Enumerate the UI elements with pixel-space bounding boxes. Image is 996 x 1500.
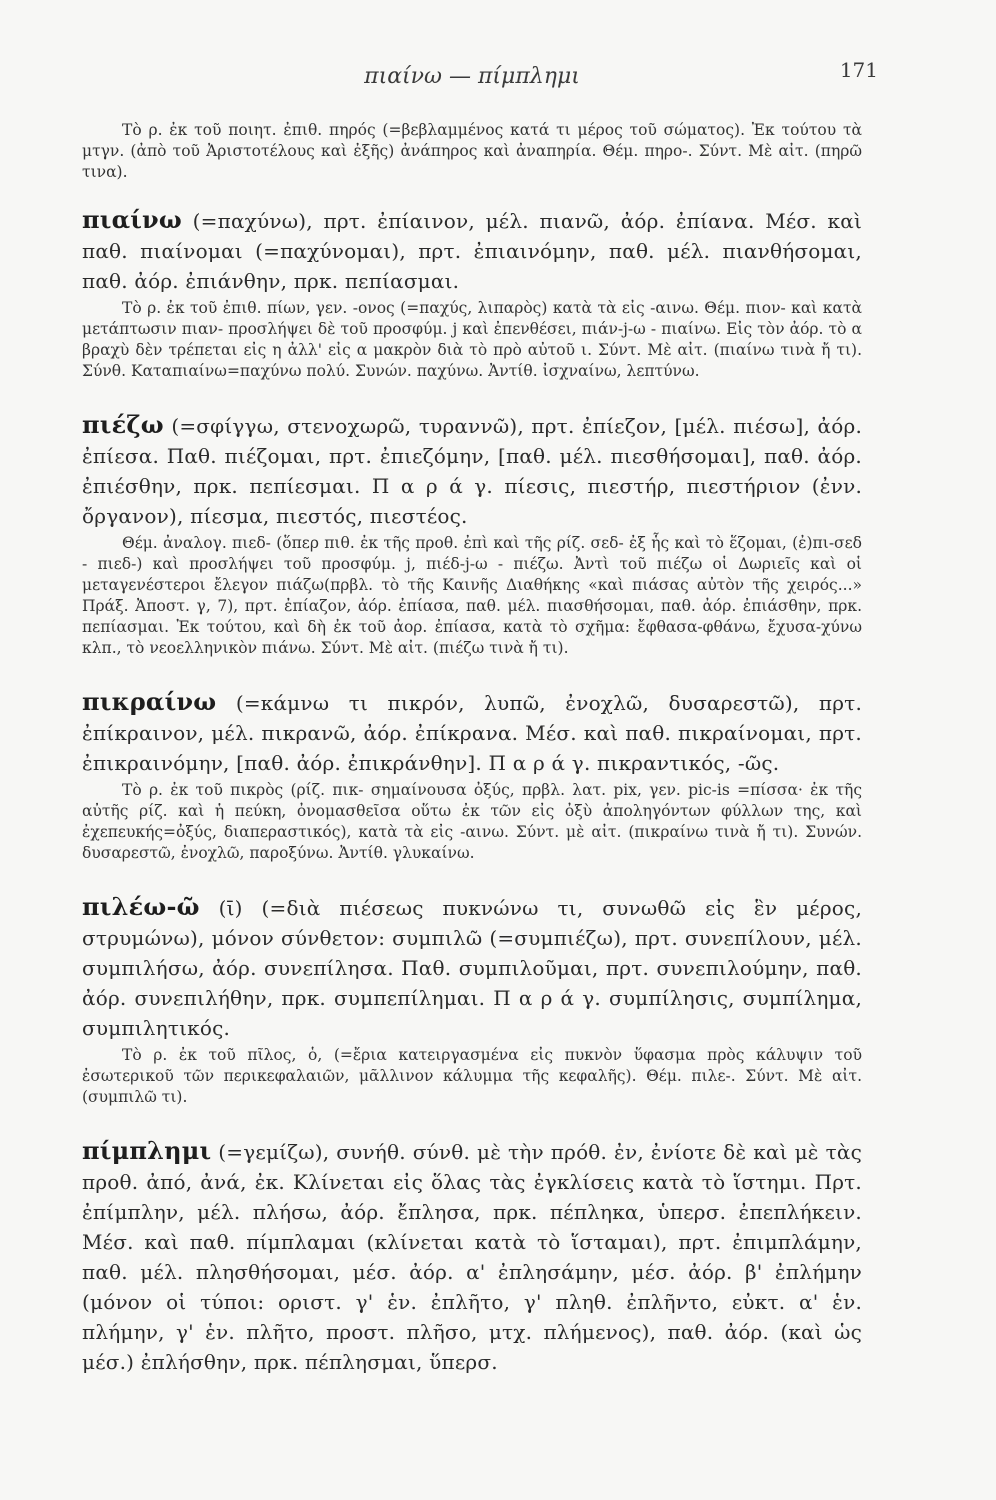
definition-text: (=κάμνω τι πικρόν, λυπῶ, ἐνοχλῶ, δυσαρεστῶ), πρτ. ἐπίκραινον, μέλ. πικρανῶ, ἀόρ. ἐπίκρανα. Μέσ. καὶ παθ. πικραίνομαι, πρτ. ἐπικραινόμην, [παθ. ἀόρ. ἐπικράνθην]. Π α ρ ά γ. πικραντικός, -ῶς. — [82, 691, 862, 775]
running-title: πιαίνω — πίμπλημι — [364, 64, 580, 89]
entry-pileo — [82, 892, 862, 1108]
definition-text: (=γεμίζω), συνήθ. σύνθ. μὲ τὴν πρόθ. ἐν, ἐνίοτε δὲ καὶ μὲ τὰς προθ. ἀπό, ἀνά, ἐκ. Κλίνεται εἰς ὅλας τὰς ἐγκλίσεις κατὰ τὸ ἵστημι. Πρτ. ἐπίμπλην, μέλ. πλήσω, ἀόρ. ἔπλησα, πρκ. πέπληκα, ὑπερσ. ἐπεπλήκειν. Μέσ. καὶ παθ. πίμπλαμαι (κλίνεται κατὰ τὸ ἵσταμαι), πρτ. ἐπιμπλάμην, παθ. μέλ. πλησθήσομαι, μέσ. ἀόρ. α' ἐπλησάμην, μέσ. ἀόρ. β' ἐπλήμην (μόνον οἱ τύποι: οριστ. γ' ἑν. ἐπλῆτο, γ' πληθ. ἐπλῆντο, εὐκτ. α' ἑν. πλήμην, γ' ἑν. πλῆτο, προστ. πλῆσο, μτχ. πλήμενος), παθ. ἀόρ. (καὶ ὡς μέσ.) ἐπλήσθην, πρκ. πέπλησμαι, ὕπερσ. — [82, 1140, 862, 1374]
entry-piaino — [82, 205, 862, 382]
intro-note: Τὸ ρ. ἐκ τοῦ ποιητ. ἐπιθ. πηρός (=βεβλαμμένος κατά τι μέρος τοῦ σώματος). Ἐκ τούτου τὰ μτγν. (ἀπὸ τοῦ Ἀριστοτέλους καὶ ἐξῆς) ἀνάπηρος καὶ ἀναπηρία. Θέμ. πηρο-. Σύντ. Μὲ αἰτ. (πηρῶ τινα). — [82, 121, 862, 181]
entry-pikraino — [82, 687, 862, 864]
entry-piezo — [82, 410, 862, 659]
definition-text: (=παχύνω), πρτ. ἐπίαινον, μέλ. πιανῶ, ἀόρ. ἐπίανα. Μέσ. καὶ παθ. πιαίνομαι (=παχύνομαι), πρτ. ἐπιαινόμην, παθ. μέλ. πιανθήσομαι, παθ. ἀόρ. ἐπιάνθην, πρκ. πεπίασμαι. — [82, 209, 862, 293]
entry-definition — [82, 205, 862, 296]
headword: πιέζω — [82, 410, 164, 439]
headword: πιαίνω — [82, 205, 182, 234]
running-header — [82, 58, 878, 98]
page-number: 171 — [839, 58, 878, 82]
etymology-note: Θέμ. ἀναλογ. πιεδ- (ὅπερ πιθ. ἐκ τῆς προθ. ἐπὶ καὶ τῆς ρίζ. σεδ- ἐξ ἧς καὶ τὸ ἕζομαι, (ἐ)πι-σεδ - πιεδ-) καὶ προσλήψει τοῦ προσφύμ. j, πιέδ-j-ω - πιέζω. Ἀντὶ τοῦ πιέζω οἱ Δωριεῖς καὶ οἱ μεταγενέστεροι ἔλεγον πιάζω(πρβλ. τὸ τῆς Καινῆς Διαθήκης «καὶ πιάσας αὐτὸν τῆς χειρός...» Πράξ. Ἀποστ. γ, 7), πρτ. ἐπίαζον, ἀόρ. ἐπίασα, παθ. μέλ. πιασθήσομαι, παθ. ἀόρ. ἐπιάσθην, πρκ. πεπίασμαι. Ἐκ τούτου, καὶ δὴ ἐκ τοῦ ἀορ. ἐπίασα, κατὰ τὸ σχῆμα: ἔφθασα-φθάνω, ἔχυσα-χύνω κλπ., τὸ νεοελληνικὸν πιάνω. Σύντ. Μὲ αἰτ. (πιέζω τινὰ ἤ τι). — [82, 534, 862, 657]
etymology-note: Τὸ ρ. ἐκ τοῦ πικρὸς (ρίζ. πικ- σημαίνουσα ὀξύς, πρβλ. λατ. pix, γεν. pic-is =πίσσα· ἐκ τῆς αὐτῆς ρίζ. καὶ ἡ πεύκη, ὀνομασθεῖσα οὕτω ἐκ τῶν εἰς ὀξὺ ἀποληγόντων φύλλων της, καὶ ἐχεπευκής=ὀξύς, διαπεραστικός), κατὰ τὰ εἰς -αινω. Σύντ. μὲ αἰτ. (πικραίνω τινὰ ἤ τι). Συνών. δυσαρεστῶ, ἐνοχλῶ, παροξύνω. Ἀντίθ. γλυκαίνω. — [82, 781, 862, 862]
headword: πικραίνω — [82, 687, 217, 716]
definition-text: (ῑ) (=διὰ πιέσεως πυκνώνω τι, συνωθῶ εἰς ἓν μέρος, στρυμώνω), μόνον σύνθετον: συμπιλῶ (=συμπιέζω), πρτ. συνεπίλουν, μέλ. συμπιλήσω, ἀόρ. συνεπίλησα. Παθ. συμπιλοῦμαι, πρτ. συνεπιλούμην, παθ. ἀόρ. συνεπιλήθην, πρκ. συμπεπίλημαι. Π α ρ ά γ. συμπίλησις, συμπίλημα, συμπιλητικός. — [82, 896, 863, 1040]
entry-pimplemi — [82, 1136, 862, 1377]
etymology-note: Τὸ ρ. ἐκ τοῦ πῖλος, ὁ, (=ἔρια κατειργασμένα εἰς πυκνὸν ὕφασμα πρὸς κάλυψιν τοῦ ἐσωτερικοῦ τῶν περικεφαλαιῶν, μᾶλλινον κάλυμμα τῆς κεφαλῆς). Θέμ. πιλε-. Σύντ. Μὲ αἰτ. (συμπιλῶ τι). — [82, 1046, 862, 1106]
entry-definition — [82, 687, 862, 778]
definition-text: (=σφίγγω, στενοχωρῶ, τυραννῶ), πρτ. ἐπίεζον, [μέλ. πιέσω], ἀόρ. ἐπίεσα. Παθ. πιέζομαι, πρτ. ἐπιεζόμην, [παθ. μέλ. πιεσθήσομαι], παθ. ἀόρ. ἐπιέσθην, πρκ. πεπίεσμαι. Π α ρ ά γ. πίεσις, πιεστήρ, πιεστήριον (ἐνν. ὄργανον), πίεσμα, πιεστός, πιεστέος. — [82, 414, 863, 528]
entry-definition — [82, 410, 862, 531]
headword: πίμπλημι — [82, 1136, 212, 1165]
dictionary-entries — [82, 118, 862, 1383]
etymology-note: Τὸ ρ. ἐκ τοῦ ἐπιθ. πίων, γεν. -ονος (=παχύς, λιπαρὸς) κατὰ τὰ εἰς -αινω. Θέμ. πιον- καὶ κατὰ μετάπτωσιν πιαν- προσλήψει δὲ τοῦ προσφύμ. j καὶ ἐπενθέσει, πιάν-j-ω - πιαίνω. Εἰς τὸν ἀόρ. τὸ α βραχὺ δὲν τρέπεται εἰς η ἀλλ' εἰς α μακρὸν διὰ τὸ πρὸ αὐτοῦ ι. Σύντ. Μὲ αἰτ. (πιαίνω τινὰ ἤ τι). Σύνθ. Καταπιαίνω=παχύνω πολύ. Συνών. παχύνω. Ἀντίθ. ἰσχναίνω, λεπτύνω. — [82, 299, 862, 380]
page-edge-mark — [984, 1462, 992, 1480]
entry-definition — [82, 1136, 862, 1377]
entry-definition — [82, 892, 862, 1043]
headword: πιλέω-ῶ — [82, 892, 200, 921]
